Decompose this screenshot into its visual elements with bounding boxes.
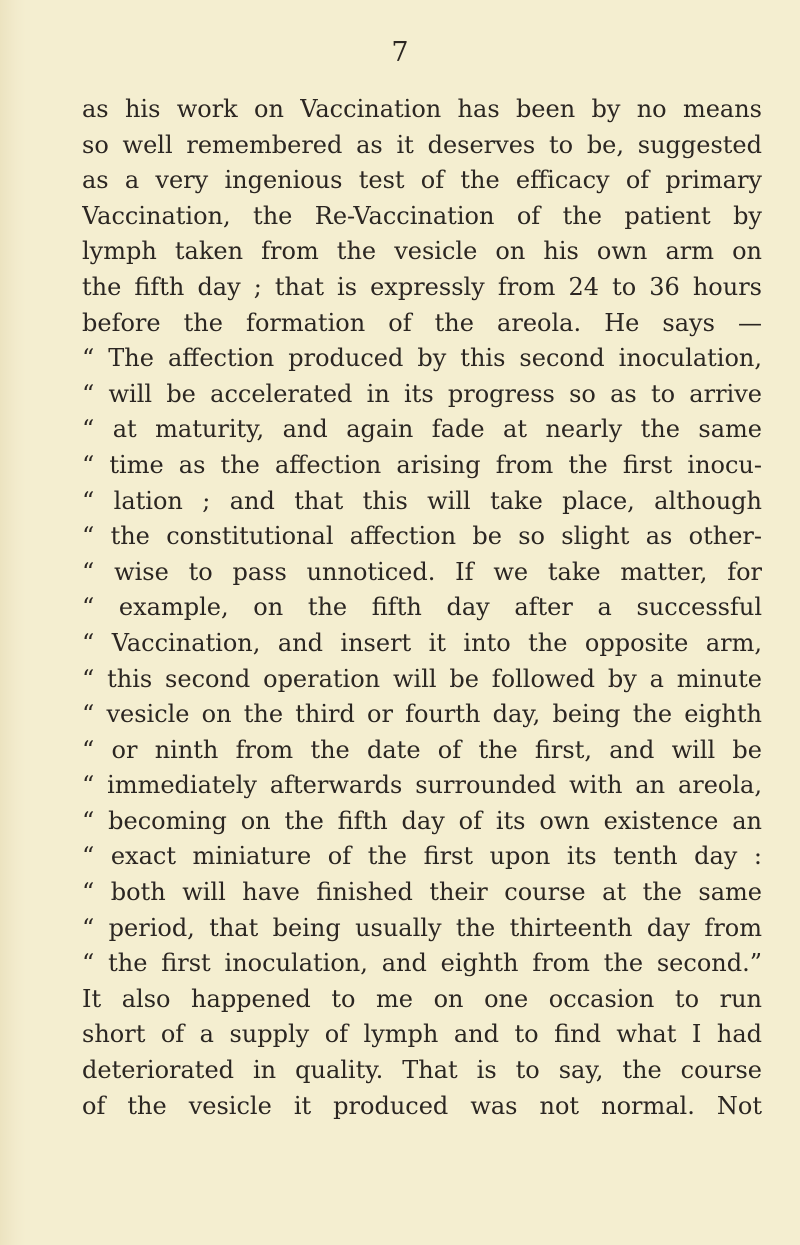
text-line: so well remembered as it deserves to be, suggested [82, 130, 762, 159]
text-line: the fifth day ; that is expressly from 24 to 36 hours [82, 272, 762, 301]
text-line: It also happened to me on one occasion to run [82, 984, 762, 1013]
text-line: “ becoming on the fifth day of its own existence an [82, 806, 762, 835]
text-line: “ Vaccination, and insert it into the opposite arm, [82, 628, 762, 657]
text-line: “ example, on the fifth day after a successful [82, 593, 762, 622]
text-line: “ will be accelerated in its progress so as to arrive [82, 379, 762, 408]
text-line: “ wise to pass unnoticed. If we take matter, for [82, 557, 762, 586]
text-line: “ immediately afterwards surrounded with an areola, [82, 771, 762, 800]
text-line: “ exact miniature of the first upon its tenth day : [82, 842, 762, 871]
text-line: deteriorated in quality. That is to say, the course [82, 1056, 762, 1085]
text-line: “ The affection produced by this second inoculation, [82, 344, 762, 373]
text-line: “ at maturity, and again fade at nearly the same [82, 415, 762, 444]
text-line: “ period, that being usually the thirteenth day from [82, 913, 762, 942]
text-line: as his work on Vaccination has been by no means [82, 95, 762, 123]
text-line: Vaccination, the Re-Vaccination of the patient by [82, 201, 762, 230]
page-edge-shadow [0, 0, 26, 1245]
page-number: 7 [391, 37, 409, 68]
text-line: “ the constitutional affection be so slight as other- [82, 522, 762, 551]
text-line: “ vesicle on the third or fourth day, being the eighth [82, 700, 762, 729]
text-line: of the vesicle it produced was not normal. Not [82, 1091, 762, 1120]
text-line: “ time as the affection arising from the first inocu- [82, 450, 762, 479]
text-line: lymph taken from the vesicle on his own arm on [82, 237, 762, 266]
text-line: as a very ingenious test of the efficacy of primary [82, 166, 762, 195]
text-line: short of a supply of lymph and to find what I had [82, 1020, 762, 1049]
text-line: “ the first inoculation, and eighth from the second.” [82, 949, 762, 978]
body-text [82, 92, 762, 1124]
text-line: “ this second operation will be followed by a minute [82, 664, 762, 693]
text-line: “ lation ; and that this will take place, although [82, 486, 762, 515]
text-line: before the formation of the areola. He says — [82, 308, 762, 337]
text-line: “ or ninth from the date of the first, and will be [82, 735, 762, 764]
text-line: “ both will have finished their course at the same [82, 878, 762, 907]
